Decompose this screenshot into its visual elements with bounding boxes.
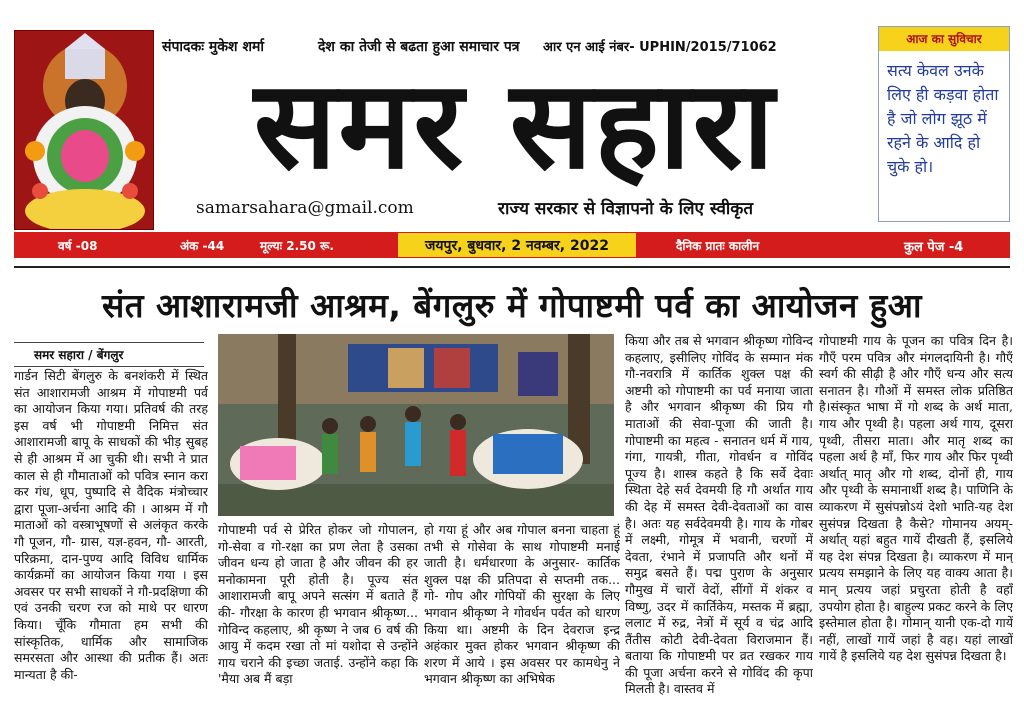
newspaper-title: समर सहारा bbox=[253, 54, 777, 196]
issue-date: जयपुर, बुधवार, 2 नवम्बर, 2022 bbox=[398, 233, 636, 257]
publisher-name: संपादकः मुकेश शर्मा bbox=[162, 39, 264, 55]
article-column-4: किया और तब से भगवान श्रीकृष्ण गोविन्द कहलाए, इसीलिए गोविंद के सम्मान मंक गौ-नवरात्रि में कार्तिक शुक्ल पक्ष की अष्टमी को गोपाष्टमी का पर्व मनाया जाता है और भगवान श्रीकृष्ण की प्रिय गौ माताओं की सेवा-पूजा की जाती है। गोपाष्टमी का महत्व - सनातन धर्म में गाय, गंगा, गायत्री, गीता, गोवर्धन व गोविंद पूज्य है। शास्त्र कहते है कि सर्वे देवाः स्थिता देहे सर्व देवमयी हि गौ अर्थात गाय की देह में समस्त देवी-देवताओं का वास है। अतः यह सर्वदेवमयी है। गाय के गोबर में लक्ष्मी, गोमूत्र में भवानी, चरणों में देवता, रंभाने में प्रजापति और थनों में समुद्र बसते हैं। पद्म पुराण के अनुसार गौमुख में चारों वेदों, सींगों में शंकर व विष्णु, उदर में कार्तिकेय, मस्तक में ब्रह्मा, ललाट में रुद्र, नेत्रों में सूर्य व चंद्र आदि तैंतीस कोटी देवी-देवता विराजमान हैं। बताया कि गोपाष्टमी पर व्रत रखकर गाय की पूजा अर्चना करने से गोविंद की कृपा मिलती है। वास्तव में bbox=[625, 333, 813, 697]
masthead bbox=[0, 0, 1024, 265]
tagline: देश का तेजी से बढता हुआ समाचार पत्र bbox=[318, 39, 520, 55]
issue-number: अंक -44 bbox=[180, 239, 225, 253]
rni-number: आर एन आई नंबर- UPHIN/2015/71062 bbox=[543, 40, 777, 55]
event-photo bbox=[218, 334, 614, 516]
edition-type: दैनिक प्रातः कालीन bbox=[676, 239, 760, 253]
price: मूल्यः 2.50 रू. bbox=[260, 239, 334, 253]
article-column-3: हो गया हूं और अब गोपाल बनना चाहता हूं तभी से गोसेवा के साथ गोपाष्टमी मनाई जाती है। धर्मधारणा के अनुसार- कार्तिक शुक्ल पक्ष की प्रतिपदा से सप्तमी तक... गो- गोप और गोपियों की सुरक्षा के लिए भगवान श्रीकृष्ण ने गोवर्धन पर्वत को धारण किया था। अष्टमी के दिन देवराज इन्द्र अहंकार मुक्त होकर भगवान श्रीकृष्ण की शरण में आये । इस अवसर पर कामधेनु ने भगवान श्रीकृष्ण का अभिषेक bbox=[424, 522, 620, 687]
article-column-5: गोपाष्टमी गाय के पूजन का पवित्र दिन है।गौएँ परम पवित्र और मंगलदायिनी है। गौएँ स्वर्ग की सीढ़ी है और गौएँ धन्य और सत्य सनातन है। गौओं में समस्त लोक प्रतिष्ठित है।संस्कृत भाषा में गो शब्द के अर्थ माता, गाय और पृथ्वी है। पहला अर्थ गाय, दूसरा पृथ्वी, तीसरा माता। और मातृ शब्द का पहला अर्थ है माँ, फिर गाय और फिर पृथ्वी अर्थात् मातृ और गो शब्द, दोनों ही, गाय और पृथ्वी के समानार्थी शब्द है। पाणिनि के व्याकरण में सुसंपन्नोऽयं देशो भाति-यह देश सुसंपन्न दिखता है कैसे? गोमानय अयम्- अर्थात् यहां बहुत गायें दीखती हैं, इसलिये यह देश संपन्न दिखता है। व्याकरण में मान् प्रत्यय समझाने के लिए यह वाक्य आता है। मान् प्रत्यय जहां प्रचुरता होती है वहाँ उपयोग होता है। बाहुल्य प्रकट करने के लिए इस्तेमाल होता है। गोमान् यानी एक-दो गायें नहीं, लाखों गायें जहां है वह। यहां लाखों गायें है इसलिये यह देश सुसंपन्न दिखता है। bbox=[819, 333, 1013, 664]
thought-heading: आज का सुविचार bbox=[879, 27, 1009, 51]
deity-illustration bbox=[15, 31, 154, 230]
accreditation-note: राज्य सरकार से विज्ञापनो के लिए स्वीकृत bbox=[498, 199, 754, 219]
info-bar bbox=[14, 232, 1010, 258]
deity-photo bbox=[14, 30, 154, 230]
gopashtami-illustration bbox=[218, 334, 614, 516]
volume-year: वर्ष -08 bbox=[58, 239, 98, 253]
total-pages: कुल पेज -4 bbox=[904, 240, 964, 255]
article-column-2: गोपाष्टमी पर्व से प्रेरित होकर जो गोपालन, गो-सेवा व गो-रक्षा का प्रण लेता है उसका जीवन धन्य हो जाता है और जीवन की हर मनोकामना पूरी होती है। पूज्य संत आशारामजी बापू अपने सत्संग में बताते हैं की- गौरक्षा के कारण ही भगवान श्रीकृष्ण... गोविन्द कहलाए, श्री कृष्ण ने जब 6 वर्ष की आयु में कदम रखा तो मां यशोदा से उन्होंने गाय चराने की इच्छा जताई. उन्होंने कहा कि 'मैया अब मैं बड़ा bbox=[218, 522, 418, 687]
page-divider bbox=[14, 266, 1010, 268]
thought-of-the-day bbox=[878, 26, 1010, 222]
thought-text: सत्य केवल उनके लिए ही कड़वा होता है जो लोग झूठ में रहने के आदि हो चुके हो। bbox=[887, 61, 999, 176]
article-column-1: गार्डन सिटी बेंगलुरु के बनशंकरी में स्थित संत आशारामजी आश्रम में गोपाष्टमी पर्व का आयोजन किया गया। प्रतिवर्ष की तरह इस वर्ष भी गोपाष्टमी निमित्त संत आशारामजी बापू के साधकों की भीड़ सुबह से ही आश्रम में आ चुकी थी। सभी ने प्रात काल से ही गौमाताओं को पवित्र स्नान करा कर गंध, धूप, पुष्पादि से वैदिक मंत्रोच्चार द्वारा पूजा-अर्चना आदि की । आश्रम में गौ माताओं को वस्त्राभूषणों से अलंकृत करके गौ पूजन, गौ- ग्रास, यज्ञ-हवन, गौ- आरती, परिक्रमा, दान-पुण्य आदि विविध धार्मिक कार्यक्रमों का आयोजन किया गया । इस अवसर पर सभी साधकों ने गौ-प्रदक्षिणा की एवं उनकी चरण रज को माथे पर धारण किया। चूँकि गौमाता हम सभी की सांस्कृतिक, धार्मिक और सामाजिक समरसता और आस्था की प्रतीक हैं। अतः मान्यता है की- bbox=[14, 368, 208, 682]
article-byline: समर सहारा / बेंगलुर bbox=[14, 342, 204, 367]
contact-email[interactable]: samarsahara@gmail.com bbox=[196, 198, 414, 218]
article-headline: संत आशारामजी आश्रम, बेंगलुरु में गोपाष्टमी पर्व का आयोजन हुआ bbox=[101, 285, 923, 325]
